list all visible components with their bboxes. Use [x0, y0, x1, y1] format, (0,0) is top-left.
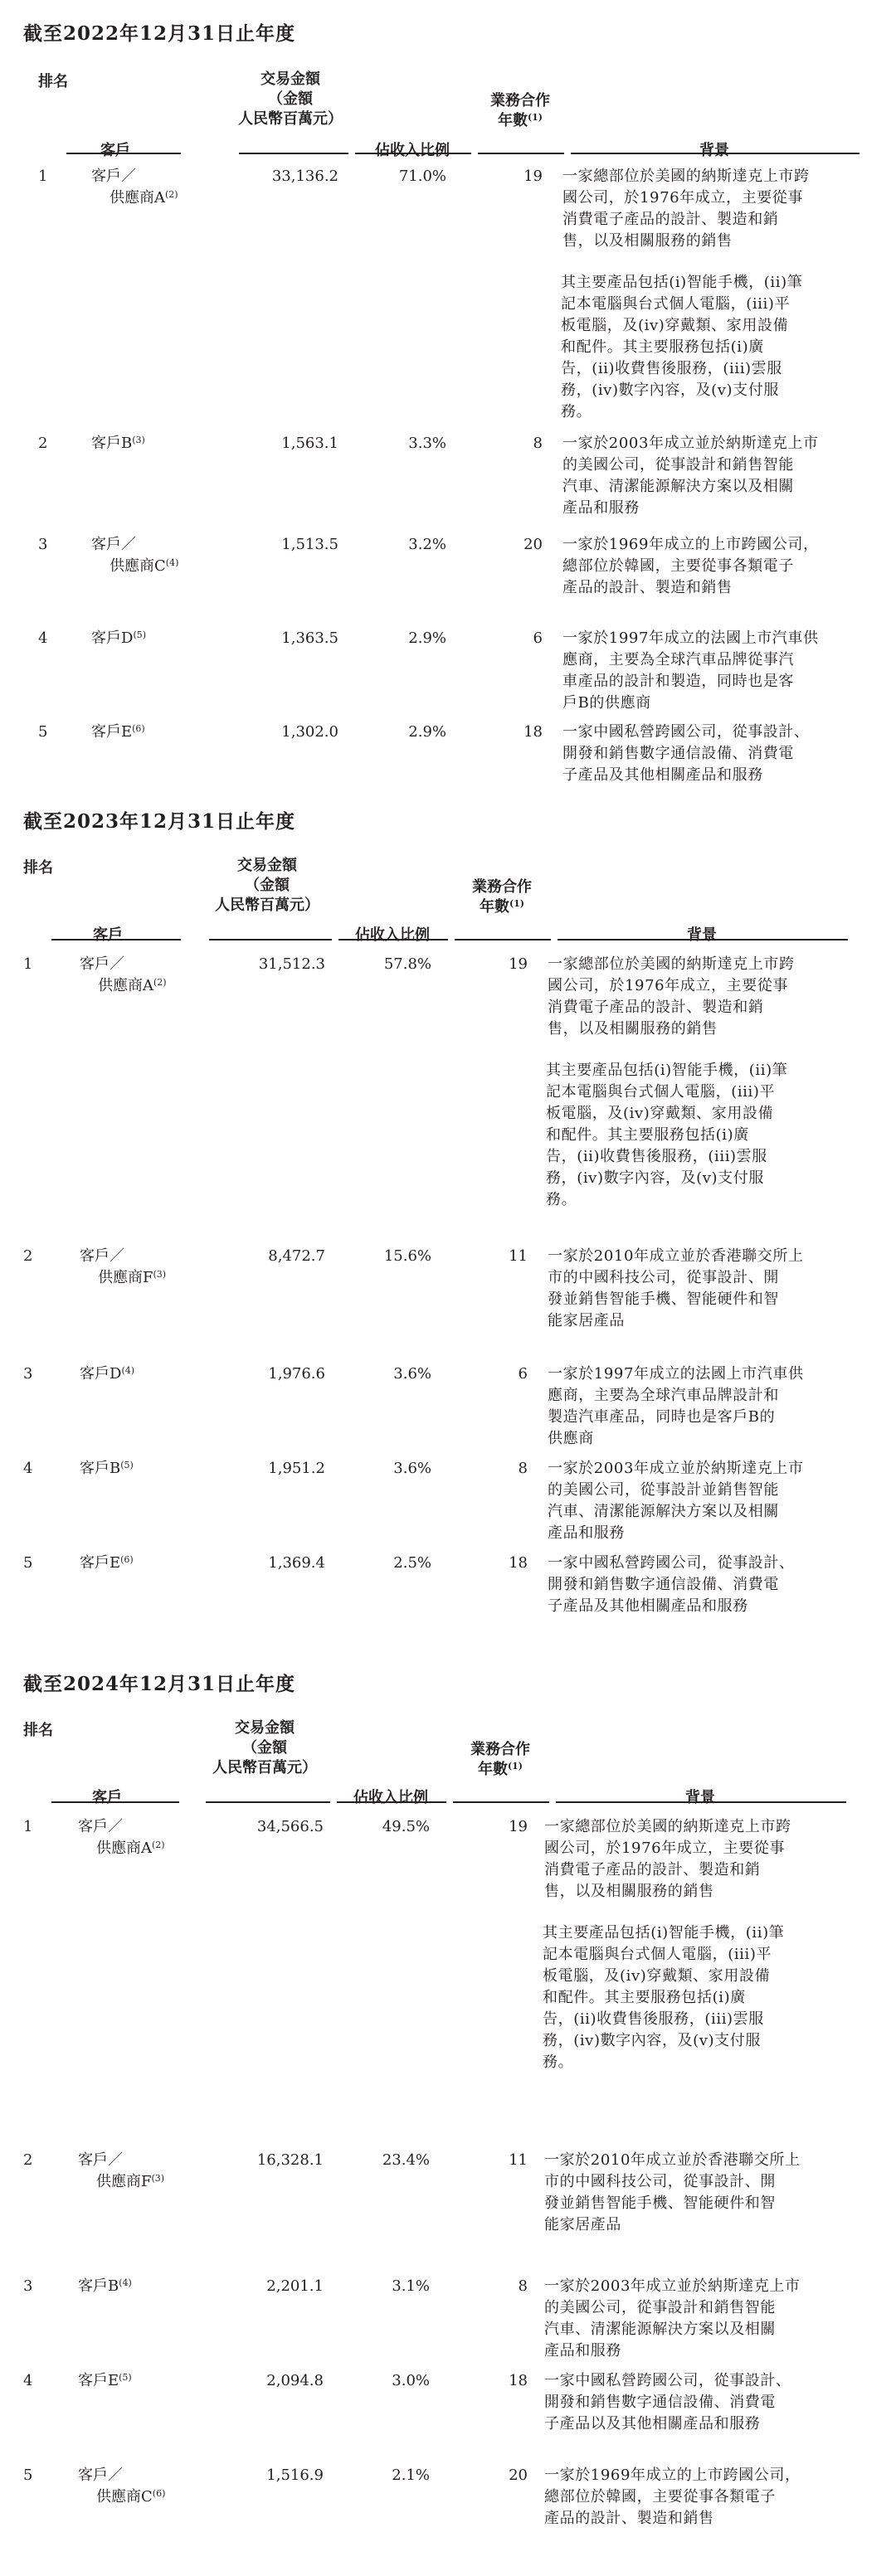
footnote-marker: (5)	[133, 629, 147, 640]
background-line: 一家於1997年成立的法國上市汽車供	[562, 629, 819, 647]
header-customer: 客戶	[93, 926, 123, 944]
customer-name	[91, 722, 145, 743]
customer-name	[91, 433, 145, 454]
customer-name-line: 客戶$E^{(5)}$	[78, 2372, 132, 2389]
header-amount-line: 人民幣百萬元）	[215, 897, 319, 914]
customer-name-line: 客戶$B^{(5)}$	[80, 1460, 134, 1477]
transaction-amount: 1,951.2	[268, 1460, 325, 1477]
header-underline	[239, 153, 348, 154]
footnote-marker: (3)	[132, 435, 145, 445]
background-line: 一家於1969年成立的上市跨國公司，	[562, 536, 819, 553]
customer-name-line: 客戶／	[91, 536, 136, 553]
background-line: 板電腦，及(iv)穿戴類、家用設備	[543, 1967, 771, 1985]
background-line: 告，(ii)收費售後服務，(iii)雲服	[546, 1148, 767, 1165]
background-text	[544, 2276, 801, 2362]
revenue-share: 2.1%	[392, 2467, 430, 2484]
cooperation-years: 8	[518, 1460, 528, 1477]
header-years-line: 年數$^{(1)}$	[477, 1761, 523, 1778]
header-amount-line: 交易金額	[261, 70, 320, 88]
cooperation-years: 18	[523, 723, 543, 741]
rank-number: 5	[23, 1554, 33, 1572]
background-line: 發並銷售智能手機、智能硬件和智	[544, 2194, 776, 2212]
customer-name-line: 客戶$D^{(5)}$	[91, 629, 147, 647]
background-line: 一家總部位於美國的納斯達克上市跨	[548, 955, 795, 973]
transaction-amount: 1,563.1	[281, 435, 338, 452]
footnote-marker: (5)	[120, 1460, 134, 1470]
rank-number: 2	[23, 1247, 33, 1265]
customer-name	[80, 1363, 134, 1385]
transaction-amount: 34,566.5	[256, 1818, 324, 1835]
revenue-share: 3.2%	[408, 536, 446, 553]
customer-name-line: 客戶／	[78, 1818, 123, 1835]
customer-name-line: 供應商$A^{(2)}$	[98, 977, 167, 994]
customer-name	[91, 166, 178, 209]
header-underline	[355, 153, 471, 154]
footnote-marker: (4)	[165, 557, 179, 568]
background-text	[562, 722, 810, 786]
footnote-marker: (6)	[132, 723, 145, 734]
customer-name	[78, 2276, 132, 2297]
cooperation-years: 18	[509, 1554, 528, 1572]
header-amount-line: 人民幣百萬元）	[238, 110, 343, 128]
background-line: 產品和服務	[562, 499, 640, 517]
background-line: 一家中國私營跨國公司，從事設計、	[544, 2372, 791, 2389]
rank-number: 4	[38, 629, 48, 647]
background-line: 其主要產品包括(i)智能手機，(ii)筆	[546, 1062, 788, 1079]
rank-number: 3	[23, 1365, 33, 1383]
background-line: 務。	[561, 403, 592, 420]
header-underline	[556, 1801, 846, 1803]
customer-name	[80, 954, 167, 997]
customer-name-line: 客戶$B^{(4)}$	[78, 2277, 132, 2295]
footnote-marker: (3)	[153, 1269, 167, 1280]
cooperation-years: 11	[509, 2151, 528, 2169]
background-line: 總部位於韓國，主要從事各類電子	[562, 557, 794, 575]
rank-number: 5	[23, 2467, 33, 2484]
header-years-footnote: (1)	[507, 1761, 523, 1772]
header-rank: 排名	[38, 73, 68, 90]
rank-number: 4	[23, 2372, 33, 2389]
header-underline	[338, 939, 448, 940]
revenue-share: 57.8%	[383, 955, 431, 973]
customer-name	[91, 534, 178, 577]
customer-name	[80, 1246, 166, 1289]
header-amount-line: （金額	[245, 877, 290, 894]
background-line: 發並銷售智能手機、智能硬件和智	[548, 1290, 779, 1308]
background-line: 和配件。其主要服務包括(i)廣	[543, 1989, 746, 2006]
rank-number: 1	[23, 955, 33, 973]
background-line: 務，(iv)數字內容，及(v)支付服	[561, 382, 779, 399]
background-text	[544, 1816, 791, 1903]
transaction-amount: 1,369.4	[268, 1554, 325, 1572]
background-text	[562, 166, 810, 252]
revenue-share: 3.0%	[392, 2372, 430, 2389]
background-line: 汽車、清潔能源解決方案以及相關	[562, 478, 794, 495]
background-text	[544, 2370, 791, 2435]
rank-number: 2	[23, 2151, 33, 2169]
background-line: 售，以及相關服務的銷售	[562, 232, 733, 250]
rank-number: 1	[38, 168, 48, 185]
background-line: 汽車、清潔能源解決方案以及相關	[548, 1503, 779, 1520]
header-amount	[202, 856, 332, 916]
header-background: 背景	[687, 926, 717, 944]
customer-name	[80, 1553, 134, 1574]
revenue-share: 3.6%	[393, 1365, 431, 1383]
header-years-line: 業務合作	[472, 878, 532, 896]
header-amount-line: 交易金額	[235, 1719, 295, 1737]
background-line: 記本電腦與台式個人電腦，(iii)平	[543, 1946, 772, 1963]
footnote-marker: (6)	[152, 2488, 166, 2499]
footnote-marker: (2)	[165, 189, 178, 200]
cooperation-years: 20	[523, 536, 543, 553]
customer-name-line: 供應商$A^{(2)}$	[110, 189, 178, 207]
customer-name-line: 客戶$B^{(3)}$	[91, 435, 145, 452]
background-line: 其主要產品包括(i)智能手機，(ii)筆	[543, 1924, 785, 1942]
rank-number: 3	[23, 2277, 33, 2295]
section-title: 截至2023年12月31日止年度	[23, 810, 296, 833]
background-line: 開發和銷售數字通信設備、消費電	[548, 1576, 779, 1593]
header-revenue-share: 佔收入比例	[355, 926, 430, 944]
header-revenue-share: 佔收入比例	[375, 142, 450, 159]
background-line: 務。	[546, 1191, 577, 1208]
background-line: 和配件。其主要服務包括(i)廣	[546, 1126, 749, 1144]
transaction-amount: 1,516.9	[266, 2467, 324, 2484]
background-line: 板電腦，及(iv)穿戴類、家用設備	[546, 1105, 774, 1122]
cooperation-years: 19	[509, 1818, 528, 1835]
background-line: 總部位於韓國，主要從事各類電子	[544, 2488, 776, 2506]
background-line: 消費電子產品的設計、製造和銷	[562, 211, 779, 228]
background-line: 市的中國科技公司，從事設計、開	[548, 1269, 779, 1286]
background-line: 記本電腦與台式個人電腦，(iii)平	[561, 295, 791, 313]
revenue-share: 15.6%	[383, 1247, 431, 1265]
header-years-line: 年數$^{(1)}$	[497, 112, 543, 129]
footnote-marker: (5)	[119, 2372, 132, 2383]
header-rank: 排名	[23, 1722, 53, 1739]
transaction-amount: 1,302.0	[281, 723, 338, 741]
revenue-share: 3.3%	[408, 435, 446, 452]
background-text	[544, 2150, 801, 2236]
header-years-footnote: (1)	[527, 112, 543, 123]
background-line: 一家於2003年成立並於納斯達克上市	[562, 435, 819, 452]
header-amount-line: 人民幣百萬元）	[212, 1759, 317, 1776]
customer-name-line: 供應商$C^{(6)}$	[96, 2488, 166, 2506]
revenue-share: 49.5%	[382, 1818, 430, 1835]
cooperation-years: 19	[523, 168, 543, 185]
transaction-amount: 1,363.5	[281, 629, 338, 647]
header-underline	[571, 153, 859, 154]
customer-name-line: 供應商$F^{(3)}$	[96, 2173, 165, 2190]
customer-name	[78, 2465, 165, 2508]
header-years-line: 業務合作	[490, 92, 550, 109]
header-underline	[206, 1801, 330, 1803]
background-line: 產品的設計、製造和銷售	[544, 2510, 714, 2527]
transaction-amount: 2,201.1	[266, 2277, 324, 2295]
rank-number: 2	[38, 435, 48, 452]
header-underline	[478, 153, 564, 154]
transaction-amount: 16,328.1	[256, 2151, 324, 2169]
header-rank: 排名	[23, 859, 53, 877]
header-underline	[558, 939, 848, 940]
revenue-share: 2.9%	[408, 629, 446, 647]
customer-name-line: 供應商$F^{(3)}$	[98, 1269, 167, 1286]
year-section	[0, 18, 896, 798]
background-line: 能家居產品	[548, 1312, 625, 1329]
background-line: 消費電子產品的設計、製造和銷	[544, 1861, 761, 1879]
background-text	[544, 2465, 801, 2530]
customer-name	[80, 1458, 134, 1480]
header-amount	[232, 70, 348, 129]
background-line: 一家中國私營跨國公司，從事設計、	[562, 723, 810, 741]
cooperation-years: 19	[509, 955, 528, 973]
section-title: 截至2022年12月31日止年度	[23, 22, 296, 45]
year-section	[0, 806, 896, 1660]
background-line: 一家總部位於美國的納斯達克上市跨	[544, 1818, 791, 1835]
background-line: 製造汽車產品，同時也是客戶B的	[548, 1408, 776, 1426]
background-line: 一家於2010年成立並於香港聯交所上	[544, 2151, 801, 2169]
background-line: 的美國公司，從事設計並銷售智能	[548, 1481, 779, 1499]
rank-number: 1	[23, 1818, 33, 1835]
rank-number: 3	[38, 536, 48, 553]
transaction-amount: 1,513.5	[281, 536, 338, 553]
background-text	[548, 954, 795, 1040]
background-products	[543, 1922, 784, 2073]
background-line: 其主要產品包括(i)智能手機，(ii)筆	[561, 274, 803, 291]
background-products	[546, 1060, 787, 1211]
background-line: 產品和服務	[548, 1524, 625, 1542]
background-line: 產品的設計、製造和銷售	[562, 579, 733, 596]
cooperation-years: 8	[518, 2277, 528, 2295]
header-underline	[453, 1801, 549, 1803]
header-background: 背景	[685, 1789, 715, 1806]
background-line: 一家中國私營跨國公司，從事設計、	[548, 1554, 795, 1572]
year-section	[0, 1669, 896, 2564]
background-line: 國公司，於1976年成立，主要從事	[562, 189, 804, 207]
background-line: 供應商	[548, 1430, 594, 1447]
header-amount-line: （金額	[268, 90, 313, 108]
background-text	[562, 433, 819, 519]
background-line: 應商，主要為全球汽車品牌設計和	[548, 1387, 779, 1404]
header-years-line: 年數$^{(1)}$	[479, 898, 525, 916]
footnote-marker: (4)	[119, 2277, 132, 2288]
transaction-amount: 8,472.7	[268, 1247, 325, 1265]
background-line: 一家於2003年成立並於納斯達克上市	[544, 2277, 801, 2295]
cooperation-years: 6	[533, 629, 543, 647]
customer-name-line: 客戶／	[78, 2151, 123, 2169]
footnote-marker: (2)	[152, 1840, 165, 1850]
header-underline	[51, 939, 181, 940]
background-line: 一家於1997年成立的法國上市汽車供	[548, 1365, 804, 1383]
background-line: 告，(ii)收費售後服務，(iii)雲服	[561, 360, 782, 377]
background-text	[548, 1458, 804, 1544]
transaction-amount: 31,512.3	[258, 955, 325, 973]
header-underline	[51, 1801, 179, 1803]
background-line: 一家於2010年成立並於香港聯交所上	[548, 1247, 804, 1265]
header-underline	[209, 939, 332, 940]
background-products	[561, 272, 802, 423]
customer-name-line: 客戶$D^{(4)}$	[80, 1365, 135, 1383]
header-customer: 客戶	[92, 1789, 122, 1806]
rank-number: 5	[38, 723, 48, 741]
background-line: 子產品及其他相關產品和服務	[562, 766, 763, 784]
header-years	[451, 1740, 549, 1780]
header-background: 背景	[699, 142, 729, 159]
header-underline	[66, 153, 181, 154]
transaction-amount: 33,136.2	[271, 168, 338, 185]
background-text	[548, 1246, 804, 1332]
revenue-share: 3.1%	[392, 2277, 430, 2295]
header-underline	[337, 1801, 446, 1803]
header-years	[476, 91, 564, 131]
background-line: 板電腦，及(iv)穿戴類、家用設備	[561, 317, 789, 334]
background-line: 一家於1969年成立的上市跨國公司，	[544, 2467, 801, 2484]
background-text	[548, 1363, 804, 1450]
section-title: 截至2024年12月31日止年度	[23, 1673, 296, 1695]
background-line: 開發和銷售數字通信設備、消費電	[562, 745, 794, 762]
background-line: 汽車、清潔能源解決方案以及相關	[544, 2321, 776, 2338]
background-line: 能家居產品	[544, 2216, 621, 2233]
background-line: 產品和服務	[544, 2342, 621, 2360]
background-line: 務，(iv)數字內容，及(v)支付服	[543, 2032, 761, 2049]
background-line: 售，以及相關服務的銷售	[544, 1883, 714, 1900]
background-line: 的美國公司，從事設計和銷售智能	[544, 2299, 776, 2316]
transaction-amount: 1,976.6	[268, 1365, 325, 1383]
customer-name	[78, 2150, 164, 2193]
cooperation-years: 11	[509, 1247, 528, 1265]
background-line: 一家於2003年成立並於納斯達克上市	[548, 1460, 804, 1477]
background-line: 和配件。其主要服務包括(i)廣	[561, 338, 764, 356]
background-line: 告，(ii)收費售後服務，(iii)雲服	[543, 2010, 764, 2028]
background-text	[548, 1553, 795, 1617]
header-years-footnote: (1)	[509, 898, 525, 909]
background-line: 的美國公司，從事設計和銷售智能	[562, 456, 794, 474]
revenue-share: 2.9%	[408, 723, 446, 741]
background-line: 務，(iv)數字內容，及(v)支付服	[546, 1169, 764, 1187]
background-line: 應商，主要為全球汽車品牌從事汽	[562, 651, 794, 668]
footnote-marker: (4)	[121, 1365, 135, 1376]
background-line: 戶B的供應商	[562, 694, 651, 712]
revenue-share: 2.5%	[393, 1554, 431, 1572]
background-line: 子產品及其他相關產品和服務	[548, 1597, 748, 1615]
revenue-share: 71.0%	[398, 168, 446, 185]
cooperation-years: 8	[533, 435, 543, 452]
footnote-marker: (6)	[120, 1554, 134, 1565]
footnote-marker: (2)	[153, 977, 167, 988]
customer-name-line: 客戶／	[80, 1247, 124, 1265]
background-line: 車產品的設計和製造，同時也是客	[562, 673, 794, 690]
transaction-amount: 2,094.8	[266, 2372, 324, 2389]
customer-name-line: 客戶／	[91, 168, 136, 185]
header-customer: 客戶	[100, 142, 130, 159]
header-years-line: 業務合作	[470, 1741, 530, 1758]
customer-name-line: 供應商$A^{(2)}$	[96, 1840, 165, 1857]
header-amount	[199, 1718, 330, 1778]
customer-name	[78, 1816, 165, 1859]
background-line: 開發和銷售數字通信設備、消費電	[544, 2394, 776, 2411]
background-line: 子產品以及其他相關產品和服務	[544, 2415, 761, 2433]
background-line: 國公司，於1976年成立，主要從事	[548, 977, 789, 994]
customer-name-line: 客戶／	[78, 2467, 123, 2484]
header-amount-line: （金額	[242, 1739, 287, 1757]
customer-name-line: 客戶／	[80, 955, 124, 973]
customer-name-line: 客戶$E^{(6)}$	[91, 723, 145, 741]
background-line: 消費電子產品的設計、製造和銷	[548, 999, 764, 1016]
cooperation-years: 18	[509, 2372, 528, 2389]
cooperation-years: 6	[518, 1365, 528, 1383]
background-line: 國公司，於1976年成立，主要從事	[544, 1840, 786, 1857]
header-revenue-share: 佔收入比例	[353, 1789, 428, 1806]
header-underline	[455, 939, 551, 940]
cooperation-years: 20	[509, 2467, 528, 2484]
revenue-share: 3.6%	[393, 1460, 431, 1477]
header-years	[453, 877, 551, 917]
customer-name	[78, 2370, 132, 2392]
background-line: 務。	[543, 2054, 574, 2071]
background-line: 一家總部位於美國的納斯達克上市跨	[562, 168, 810, 185]
background-line: 市的中國科技公司，從事設計、開	[544, 2173, 776, 2190]
background-line: 記本電腦與台式個人電腦，(iii)平	[546, 1083, 776, 1101]
footnote-marker: (3)	[151, 2173, 165, 2184]
revenue-share: 23.4%	[382, 2151, 430, 2169]
background-text	[562, 628, 819, 714]
rank-number: 4	[23, 1460, 33, 1477]
customer-name	[91, 628, 146, 649]
header-amount-line: 交易金額	[237, 857, 297, 874]
customer-name-line: 客戶$E^{(6)}$	[80, 1554, 134, 1572]
background-line: 售，以及相關服務的銷售	[548, 1020, 718, 1038]
background-text	[562, 534, 819, 599]
customer-name-line: 供應商$C^{(4)}$	[110, 557, 179, 575]
